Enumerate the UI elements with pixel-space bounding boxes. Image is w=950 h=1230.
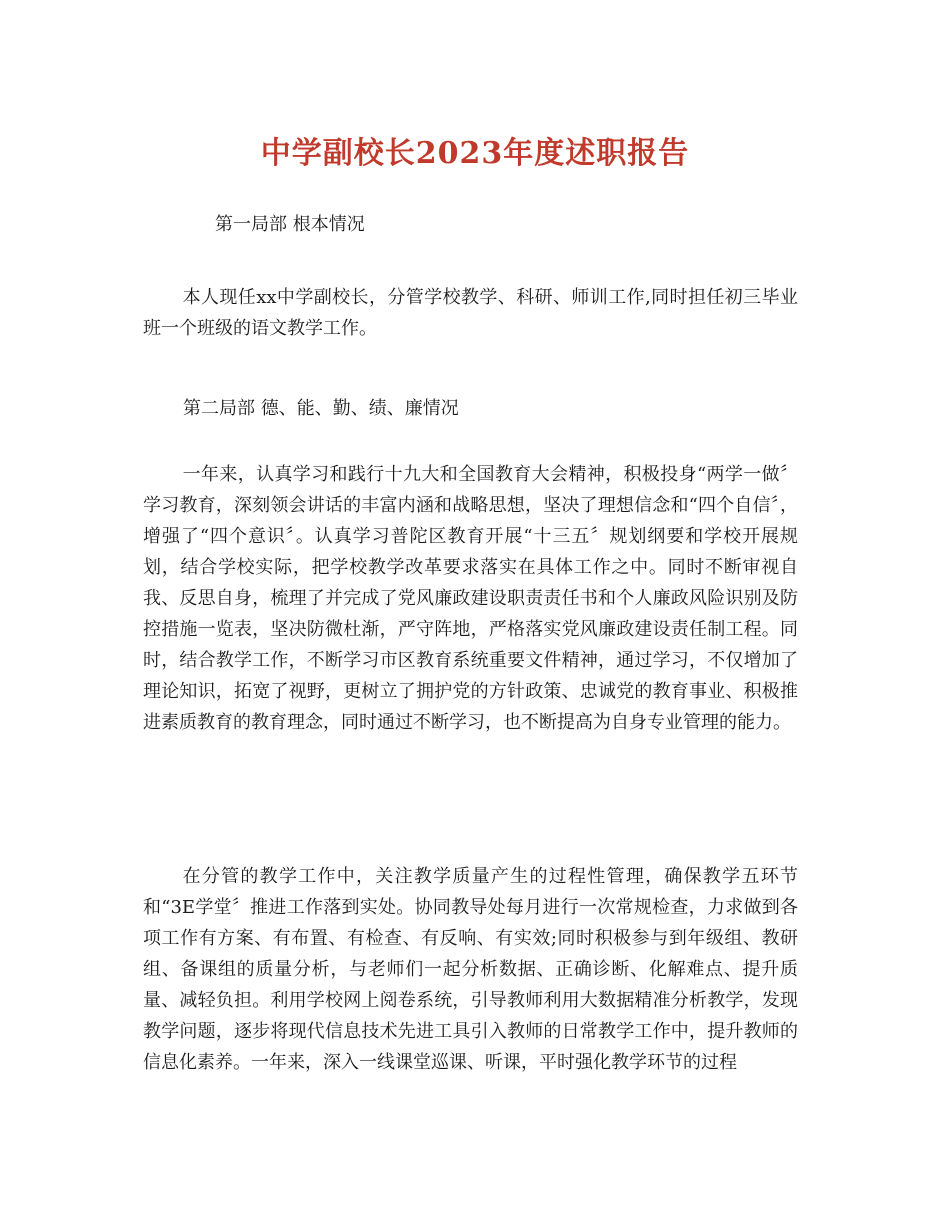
section-heading-conduct: 第二局部 德、能、勤、绩、廉情况 [183, 398, 459, 419]
paragraph-teaching-management: 在分管的教学工作中，关注教学质量产生的过程性管理，确保教学五环节和“3E学堂〞推进工作落到实处。协同教导处每月进行一次常规检查，力求做到各项工作有方案、有布置、有检查、有反响、有实效;同时积极参与到年级组、教研组、备课组的质量分析，与老师们一起分析数据、正确诊断、化解难点、提升质量、减轻负担。利用学校网上阅卷系统，引导教师利用大数据精准分析教学，发现教学问题，逐步将现代信息技术先进工具引入教师的日常教学工作中，提升教师的信息化素养。一年来，深入一线课堂巡课、听课，平时强化教学环节的过程 [143, 866, 798, 1073]
document-title: 中学副校长2023年度述职报告 [260, 136, 690, 171]
section-heading-basic-info: 第一局部 根本情况 [215, 214, 365, 235]
paragraph-position: 本人现任xx中学副校长，分管学校教学、科研、师训工作,同时担任初三毕业班一个班级的语文教学工作。 [143, 287, 798, 339]
paragraph-study: 一年来，认真学习和践行十九大和全国教育大会精神，积极投身“两学一做〞学习教育，深刻领会讲话的丰富内涵和战略思想，坚决了理想信念和“四个自信〞，增强了“四个意识〞。认真学习普陀区教育开展“十三五〞规划纲要和学校开展规划，结合学校实际，把学校教学改革要求落实在具体工作之中。同时不断审视自我、反思自身，梳理了并完成了党风廉政建设职责责任书和个人廉政风险识别及防控措施一览表，坚决防微杜渐，严守阵地，严格落实党风廉政建设责任制工程。同时，结合教学工作，不断学习市区教育系统重要文件精神，通过学习，不仅增加了理论知识，拓宽了视野，更树立了拥护党的方针政策、忠诚党的教育事业、积极推进素质教育的教育理念，同时通过不断学习，也不断提高为自身专业管理的能力。 [143, 464, 798, 733]
